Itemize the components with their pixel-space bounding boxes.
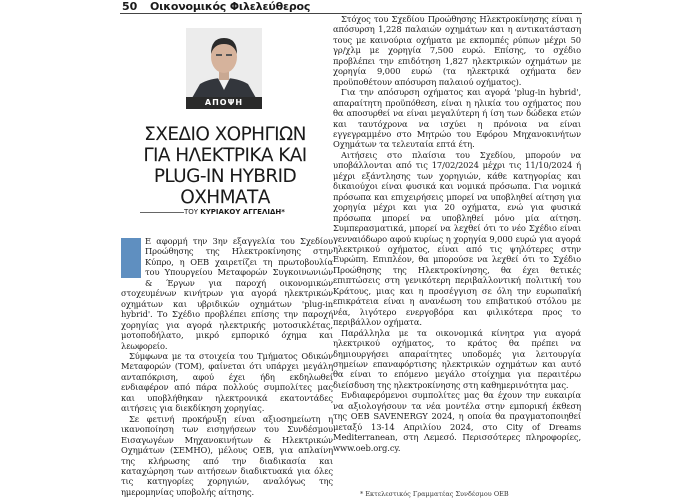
drop-cap-block — [121, 238, 141, 278]
author-photo — [186, 28, 262, 98]
byline-rule — [140, 212, 184, 213]
byline-author: ΚΥΡΙΑΚΟΥ ΑΓΓΕΛΙΔΗ* — [200, 208, 285, 216]
article-column-left — [121, 236, 333, 497]
article-paragraph: Παράλληλα με τα οικονομικά κίνητρα για αγορά ηλεκτρικού οχήματος, το κράτος θα πρέπει να δημιουργήσει απαραίτητες υποδομές για λειτουργία σημείων επαναφόρτισης ηλεκτρικών οχημάτων και αυτό θα είναι το επόμενο μεγάλο στοίχημα για περαιτέρω διείσδυση της ηλεκτροκίνησης στη καθημερινότητα μας. — [333, 327, 581, 390]
headline-line: ΟΧΗΜΑΤΑ — [180, 187, 270, 208]
headline-line: ΓΙΑ ΗΛΕΚΤΡΙΚΑ ΚΑΙ — [143, 145, 307, 166]
section-tag: ΑΠΟΨΗ — [186, 97, 262, 109]
headline-line: ΣΧΕΔΙΟ ΧΟΡΗΓΙΩΝ — [144, 124, 306, 145]
article-paragraph: Ενδιαφερόμενοι συμπολίτες μας θα έχουν την ευκαιρία να αξιολογήσουν τα νέα μοντέλα στην εμπορική έκθεση της ΟΕΒ SAVENERGY 2024, η οποία θα πραγματοποιηθεί μεταξύ 13-14 Απριλίου 2024, στο City of Dreams Mediterranean, στη Λεμεσό. Περισσότερες πληροφορίες, www.oeb.org.cy. — [333, 390, 581, 453]
byline — [184, 208, 285, 217]
article-paragraph: Για την απόσυρση οχήματος και αγορά 'plug-in hybrid', απαραίτητη προϋπόθεση, είναι η ηλικία του οχήματος που θα αποσυρθεί να είναι μεγαλύτερη ή ίση των δώδεκα ετών και ταυτόχρονα να ισχύει η πρόνοια να είναι εγγεγραμμένο στο Μητρώο του Εφόρου Μηχανοκινήτων Οχημάτων τα τελευταία επτά έτη. — [333, 87, 581, 150]
byline-prefix: ΤΟΥ — [184, 208, 201, 216]
article-column-right — [333, 14, 581, 453]
article-paragraph: Στόχος του Σχεδίου Προώθησης Ηλεκτροκίνησης είναι η απόσυρση 1,228 παλαιών οχημάτων και η αντικατάσταση τους με καινούρια οχήματα με εκπομπές ρύπων μέχρι 50 γρ/χλμ με χορηγία 7,500 ευρώ. Επίσης, το σχέδιο προβλέπει την επιδότηση 1,827 ηλεκτρικών οχημάτων με χορηγία 9,000 ευρώ (τα ηλεκτρικά οχήματα δεν προϋποθέτουν απόσυρση παλαιού οχήματος). — [333, 14, 581, 87]
article-paragraph: Σύμφωνα με τα στοιχεία του Τμήματος Οδικών Μεταφορών (ΤΟΜ), φαίνεται ότι υπάρχει μεγάλη ανταπόκριση, αφού έχει ήδη εκδηλωθεί ενδιαφέρον από πάρα πολλούς συμπολίτες μας και υποβλήθηκαν ηλεκτρονικά εκατοντάδες αιτήσεις για διεκδίκηση χορηγίας. — [121, 350, 333, 414]
page-number: 50 — [122, 0, 138, 13]
article-paragraph: Ε αφορμή την 3ην εξαγγελία του Σχεδίου Προώθησης της Ηλεκτροκίνησης στην Κύπρο, η ΟΕΒ χαιρετίζει τη πρωτοβουλία του Υπουργείου Μεταφορών Συγκοινωνιών & Έργων για παροχή οικονομικών στοχευμένων κινήτρων για αγορά ηλεκτρικών οχημάτων και υβριδικών οχημάτων 'plug-in hybrid'. Το Σχέδιο προβλέπει επίσης την παροχή χορηγίας για αγορά ηλεκτρικής μοτοσικλέτας, μοτοποδήλατο, μικρό εμπορικό όχημα και λεωφορείο. — [121, 236, 333, 351]
article-paragraph: Σε φετινή προκήρυξη είναι αξιοσημείωτη η ικανοποίηση των εισηγήσεων του Συνδέσμου Εισαγωγέων Μηχανοκινήτων & Ηλεκτρικών Οχημάτων (ΣΕΜΗΟ), μέλους ΟΕΒ, για απλαίνη της κλήρωσης από την διαδικασία και καταχώρηση των αιτήσεων διαδικτυακά για όλες τις κατηγορίες χορηγιών, αναλόγως της ημερομηνίας υποβολής αίτησης. — [121, 413, 333, 497]
author-footnote: * Εκτελεστικός Γραμματέας Συνδέσμου ΟΕΒ — [360, 490, 509, 498]
article-paragraph: Αιτήσεις στο πλαίσια του Σχεδίου, μπορούν να υποβάλλονται από τις 17/02/2024 μέχρι τις 11/10/2024 ή μέχρι εξάντλησης των χορηγιών, κάθε κατηγορίας και δικαιούχοι είναι φυσικά και νομικά πρόσωπα. Για νομικά πρόσωπα και επιχειρήσεις μπορεί να υποβληθεί αίτηση για χορηγία μέχρι και για 20 οχήματα, ενώ για φυσικά πρόσωπα μπορεί να υποβληθεί μόνο μία αίτηση. Συμπερασματικά, μπορεί να λεχθεί ότι το νέο Σχέδιο είναι γενναιόδωρο αφού κυρίως η χορηγία 9,000 ευρώ για αγορά ηλεκτρικού οχήματος, είναι από τις ψηλότερες στην Ευρώπη. Επιπλέον, θα μπορούσε να λεχθεί ότι το Σχέδιο Προώθησης της Ηλεκτροκίνησης, θα έχει θετικές επιπτώσεις στη γενικότερη περιβαλλοντική πολιτική του Κράτους, μιας και η προσέγγιση σε όλη την ευρωπαϊκή επικράτεια είναι η ανανέωση του επιβατικού στόλου με νέα, λιγότερο ενεργοβόρα και φιλικότερα προς το περιβάλλον οχήματα. — [333, 149, 581, 328]
publication-name: Οικονομικός Φιλελεύθερος — [150, 0, 311, 13]
headline — [122, 124, 328, 208]
page-header — [0, 0, 700, 14]
headline-line: PLUG-IN HYBRID — [153, 166, 297, 187]
